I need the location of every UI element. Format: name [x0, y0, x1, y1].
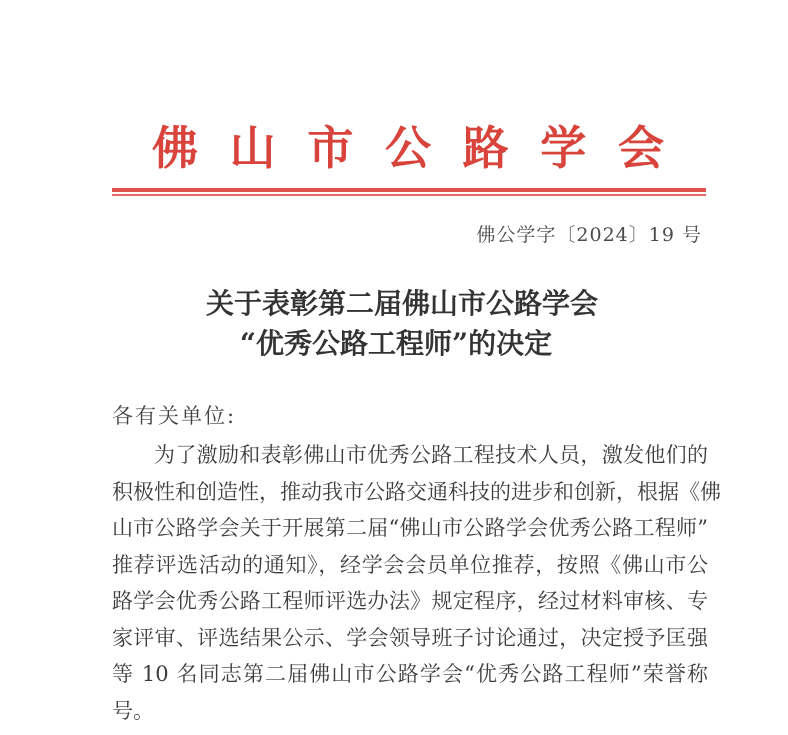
letterhead-char: 佛: [152, 121, 198, 175]
document-number: 佛公学字〔2024〕19 号: [476, 224, 702, 246]
red-divider-thick: [112, 188, 706, 192]
body-line: 积极性和创造性，推动我市公路交通科技的进步和创新，根据《佛: [112, 479, 721, 504]
letterhead-title: [112, 118, 706, 178]
body-line: 等 10 名同志第二届佛山市公路学会“优秀公路工程师”荣誉称: [112, 662, 708, 686]
letterhead-char: 路: [462, 121, 509, 175]
letterhead-char: 学: [540, 121, 587, 175]
document-title-line-2: “优秀公路工程师”的决定: [239, 327, 553, 360]
body-line: 推荐评选活动的通知》，经学会会员单位推荐，按照《佛山市公: [112, 552, 708, 577]
document-title-line-1: 关于表彰第二届佛山市公路学会: [205, 287, 598, 320]
body-line: 号。: [112, 698, 154, 723]
letterhead-char: 山: [229, 121, 276, 175]
letterhead-red-divider: [112, 188, 706, 197]
red-divider-thin: [112, 194, 706, 196]
body-line: 为了激励和表彰佛山市优秀公路工程技术人员，激发他们的: [154, 443, 708, 467]
body-line: 路学会优秀公路工程师评选办法》规定程序，经过材料审核、专: [112, 589, 708, 613]
letterhead-char: 会: [617, 121, 664, 175]
salutation: 各有关单位:: [112, 404, 237, 428]
body-line: 家评审、评选结果公示、学会领导班子讨论通过，决定授予匡强: [112, 625, 708, 650]
letterhead-char: 市: [307, 121, 354, 175]
body-paragraph: [112, 437, 721, 729]
letterhead-char: 公: [384, 121, 431, 175]
body-line: 山市公路学会关于开展第二届“佛山市公路学会优秀公路工程师”: [112, 516, 708, 540]
